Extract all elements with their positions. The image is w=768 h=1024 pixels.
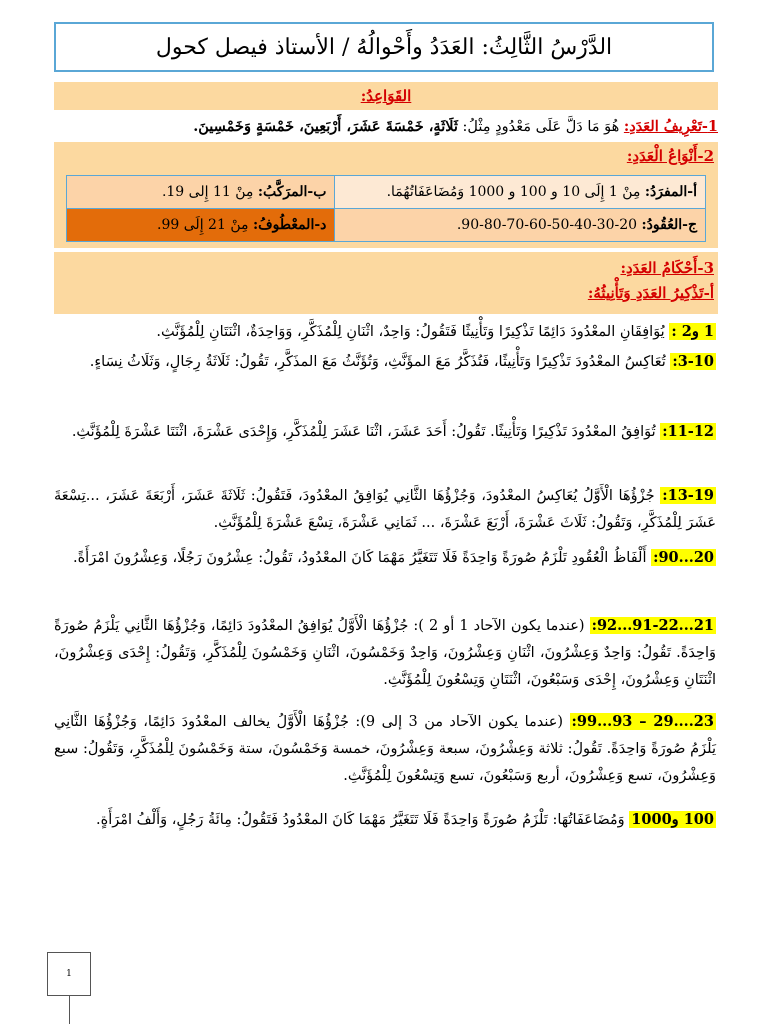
type-conjoined-cell <box>67 209 335 242</box>
rule-paragraph <box>54 708 716 790</box>
lesson-title-box <box>54 22 714 72</box>
gender-heading: أ-تَذْكِيرُ العَدَدِ وَتَأْنِيثُهُ: <box>587 284 714 302</box>
type-decades-text: 20-30-40-50-60-70-80-90. <box>456 217 638 233</box>
page-number-box <box>47 952 91 996</box>
definition-row <box>54 116 718 138</box>
rule-range-highlight: 3-10: <box>672 353 714 370</box>
rulings-heading-band <box>54 252 718 314</box>
rule-paragraph <box>54 318 716 346</box>
rule-text: تُوَافِقُ المعْدُودَ تَذْكِيرًا وَتَأْنِيثًا. تَقُولُ: أَحَدَ عَشَرَ، اثْنَا عَشَرَ لِلْمُذَكَّرِ، وَإِحْدَى عَشْرَةَ، اثْنَتَا عَشْرَةَ لِلْمُؤَنَّثِ. <box>71 424 661 440</box>
rules-heading: القَوَاعِدُ: <box>360 87 412 105</box>
rule-range-highlight: 11-12: <box>662 423 714 440</box>
rule-paragraph <box>54 544 716 572</box>
type-single-label: أ-المفرَدُ: <box>644 184 697 200</box>
types-heading-band <box>54 142 718 172</box>
rule-range-highlight: 13-19: <box>662 487 714 504</box>
page-number: 1 <box>66 969 72 979</box>
type-conjoined-label: د-المعْطُوفُ: <box>252 217 327 233</box>
rule-text: (عندما يكون الآحاد 1 أو 2 ): جُزْؤُهَا الْأَوَّلُ يُوَافِقُ المعْدُودَ دَائِمًا، وَجُزْؤُهَا الثَّانِي يَلْزَمُ صُورَةً وَاحِدَةً. تَقُولُ: وَاحِدٌ وَعِشْرُونَ، اثْنَانِ وَعِشْرُونَ، وَاحِدٌ وَخَمْسُونَ، اثْنَانِ وَخَمْسُونَ لِلْمُذَكَّرِ، وَتَقُولُ: إِحْدَى وَعِشْرُونَ، اثْنَتَانِ وَعِشْرُونَ، إِحْدَى وَسَبْعُونَ، اثْنَتَانِ وَتِسْعُونَ لِلْمُؤَنَّثِ. <box>54 618 716 688</box>
rule-range-highlight: 20...90: <box>653 549 714 566</box>
rule-text: تُعَاكِسُ المعْدُودَ تَذْكِيرًا وَتَأْنِيثًا، فَتُذَكَّرُ مَعَ المؤَنَّثِ، وَتُؤَنَّثُ مَعَ المذَكَّرِ، تَقُولُ: ثَلَاثَةُ رِجَالٍ، وَثَلَاثُ نِسَاءٍ. <box>89 354 671 370</box>
definition-label: 1-تَعْرِيفُ العَدَدِ: <box>623 118 718 135</box>
rule-paragraph <box>54 418 716 446</box>
rule-paragraph <box>54 482 716 537</box>
number-types-table <box>66 175 706 242</box>
rule-range-highlight: 21...91-22...92: <box>591 617 715 634</box>
rule-text: جُزْؤُهَا الْأَوَّلُ يُعَاكِسُ المعْدُودَ، وَجُزْؤُهَا الثَّانِي يُوَافِقُ المعْدُودَ، فَتَقُولُ: ثَلَاثَةَ عَشَرَ، أَرْبَعَةَ عَشَرَ، ...تِسْعَةَ عَشَرَ لِلْمُذَكَّرِ، وَتَقُولُ: ثَلَاثَ عَشْرَةَ، أَرْبَعَ عَشْرَةَ، ... ثَمَانِي عَشْرَةَ، تِسْعَ عَشْرَةَ لِلْمُؤَنَّثِ. <box>54 488 716 531</box>
table-row <box>67 176 706 209</box>
rule-range-highlight: 23....29 – 93...99: <box>571 713 714 730</box>
rule-paragraph <box>54 806 716 834</box>
rule-range-highlight: 1 و2 : <box>671 323 714 340</box>
rule-range-highlight: 100 و1000 <box>631 811 714 828</box>
rule-paragraph <box>54 612 716 694</box>
rules-heading-band <box>54 82 718 110</box>
rulings-heading: 3-أَحْكَامُ العَدَدِ: <box>620 259 714 277</box>
footer-line <box>69 996 70 1024</box>
type-compound-cell <box>67 176 335 209</box>
rule-paragraph <box>54 348 716 376</box>
rule-text: أَلْفَاظُ الْعُقُودِ تَلْزَمُ صُورَةً وَاحِدَةً فَلَا تَتَغَيَّرُ مَهْمَا كَانَ المعْدُودُ، تَقُولُ: عِشْرُونَ رَجُلًا، وَعِشْرُونَ امْرَأَةً. <box>72 550 652 566</box>
table-row <box>67 209 706 242</box>
type-single-cell <box>335 176 706 209</box>
rule-text: (عندما يكون الآحاد من 3 إلى 9): جُزْؤُهَا الْأَوَّلُ يخالف المعْدُودَ دَائِمًا، وَجُزْؤُهَا الثَّانِي يَلْزَمُ صُورَةً وَاحِدَةً. تَقُولُ: ثلاثة وَعِشْرُونَ، سبعة وَعِشْرُونَ، خمسة وَخَمْسُونَ، ستة وَخَمْسُونَ لِلْمُذَكَّرِ، وَتَقُولُ: سبع وَعِشْرُونَ، تسع وَعِشْرُونَ، أربع وَسَبْعُونَ، تسع وَتِسْعُونَ لِلْمُؤَنَّثِ. <box>54 714 716 784</box>
definition-text: هُوَ مَا دَلَّ عَلَى مَعْدُودٍ مِثْلُ: <box>462 119 620 135</box>
type-decades-cell <box>335 209 706 242</box>
definition-examples: ثَلَاثَةٍ، خَمْسَةَ عَشَرَ، أَرْبَعِينَ، خَمْسَةٍ وَخَمْسِينَ. <box>193 118 458 135</box>
rule-text: وَمُضَاعَفَاتُهَا: تَلْزَمُ صُورَةً وَاحِدَةً فَلَا تَتَغَيَّرُ مَهْمَا كَانَ المعْدُودُ فَتَقُولُ: مِائَةُ رَجُلٍ، وَأَلْفُ امْرَأَةٍ. <box>96 812 630 828</box>
type-conjoined-text: مِنْ 21 إِلَى 99. <box>157 217 249 233</box>
type-compound-text: مِنْ 11 إِلى 19. <box>161 184 254 200</box>
lesson-title: الدَّرْسُ الثَّالِثُ: العَدَدُ وأَحْوالُهُ / الأستاذ فيصل كحول <box>155 34 613 60</box>
type-decades-label: ج-العُقُودُ: <box>641 217 697 233</box>
type-compound-label: ب-المرَكَّبُ: <box>257 184 327 200</box>
types-heading: 2-أَنْوَاعُ الْعَدَدِ: <box>626 147 714 165</box>
rule-text: يُوَافِقَانِ المعْدُودَ دَائِمًا تَذْكِيرًا وَتَأْنِيثًا فَتَقُولُ: وَاحِدٌ، اثْنَانِ لِلْمُذَكَّرِ، وَوَاحِدَةٌ، اثْنَتَانِ لِلْمُؤَنَّثِ. <box>156 324 670 340</box>
type-single-text: مِنْ 1 إِلَى 10 و 100 و 1000 وَمُضَاعَفَاتُهُمَا. <box>386 184 641 200</box>
